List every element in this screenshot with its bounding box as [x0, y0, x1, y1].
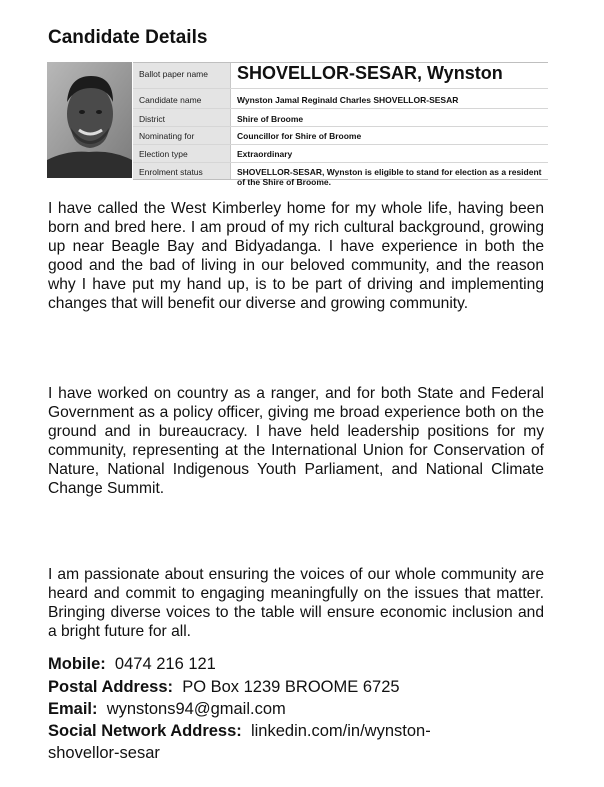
postal-address-label: Postal Address:	[48, 678, 174, 696]
candidate-details-table	[133, 62, 548, 180]
social-network-value: linkedin.com/in/wynston-shovellor-sesar	[48, 722, 431, 762]
row-divider	[133, 144, 548, 145]
page-title: Candidate Details	[48, 27, 208, 48]
mobile-label: Mobile:	[48, 655, 106, 673]
contact-email	[48, 698, 286, 720]
postal-address-value: PO Box 1239 BROOME 6725	[182, 678, 400, 696]
contact-mobile	[48, 653, 216, 675]
election-type-label: Election type	[139, 149, 188, 159]
row-divider	[133, 108, 548, 109]
candidate-portrait-image	[47, 62, 132, 178]
district-value: Shire of Broome	[237, 114, 304, 124]
statement-paragraph-3: I am passionate about ensuring the voices of our whole community are heard and commit to engaging meaningfully on the issues that matter. Bringing diverse voices to the table will ensure economic inclusion and a bright future for all.	[48, 566, 544, 640]
district-label: District	[139, 114, 165, 124]
candidate-photo	[47, 62, 132, 178]
contact-social	[48, 720, 488, 764]
row-divider	[133, 126, 548, 127]
email-value: wynstons94@gmail.com	[106, 700, 286, 718]
nominating-for-value: Councillor for Shire of Broome	[237, 131, 362, 141]
contact-postal	[48, 676, 400, 698]
row-divider	[133, 88, 548, 89]
statement-paragraph-2: I have worked on country as a ranger, and for both State and Federal Government as a policy officer, giving me broad experience both on the ground and in bureaucracy. I have held leadership positions for my community, representing at the International Union for Conservation of Nature, National Indigenous Youth Parliament, and National Climate Change Summit.	[48, 385, 544, 497]
ballot-paper-name-value: SHOVELLOR-SESAR, Wynston	[237, 63, 503, 83]
enrolment-status-value: SHOVELLOR-SESAR, Wynston is eligible to stand for election as a resident of the Shire of Broome.	[237, 167, 542, 187]
statement-paragraph-1: I have called the West Kimberley home for my whole life, having been born and bred here. I am proud of my rich cultural background, growing up near Beagle Bay and Bidyadanga. I have experience in both the good and the bad of living in our beloved community, and the reason why I have put my hand up, is to be part of driving and implementing changes that will benefit our diverse and growing community.	[48, 200, 544, 312]
candidate-name-label: Candidate name	[139, 95, 202, 105]
ballot-paper-name-label: Ballot paper name	[139, 69, 208, 79]
enrolment-status-label: Enrolment status	[139, 167, 203, 177]
candidate-name-value: Wynston Jamal Reginald Charles SHOVELLOR-SESAR	[237, 95, 459, 105]
row-divider	[133, 162, 548, 163]
email-label: Email:	[48, 700, 98, 718]
nominating-for-label: Nominating for	[139, 131, 195, 141]
mobile-value: 0474 216 121	[114, 655, 216, 673]
social-network-label: Social Network Address:	[48, 722, 242, 740]
election-type-value: Extraordinary	[237, 149, 293, 159]
